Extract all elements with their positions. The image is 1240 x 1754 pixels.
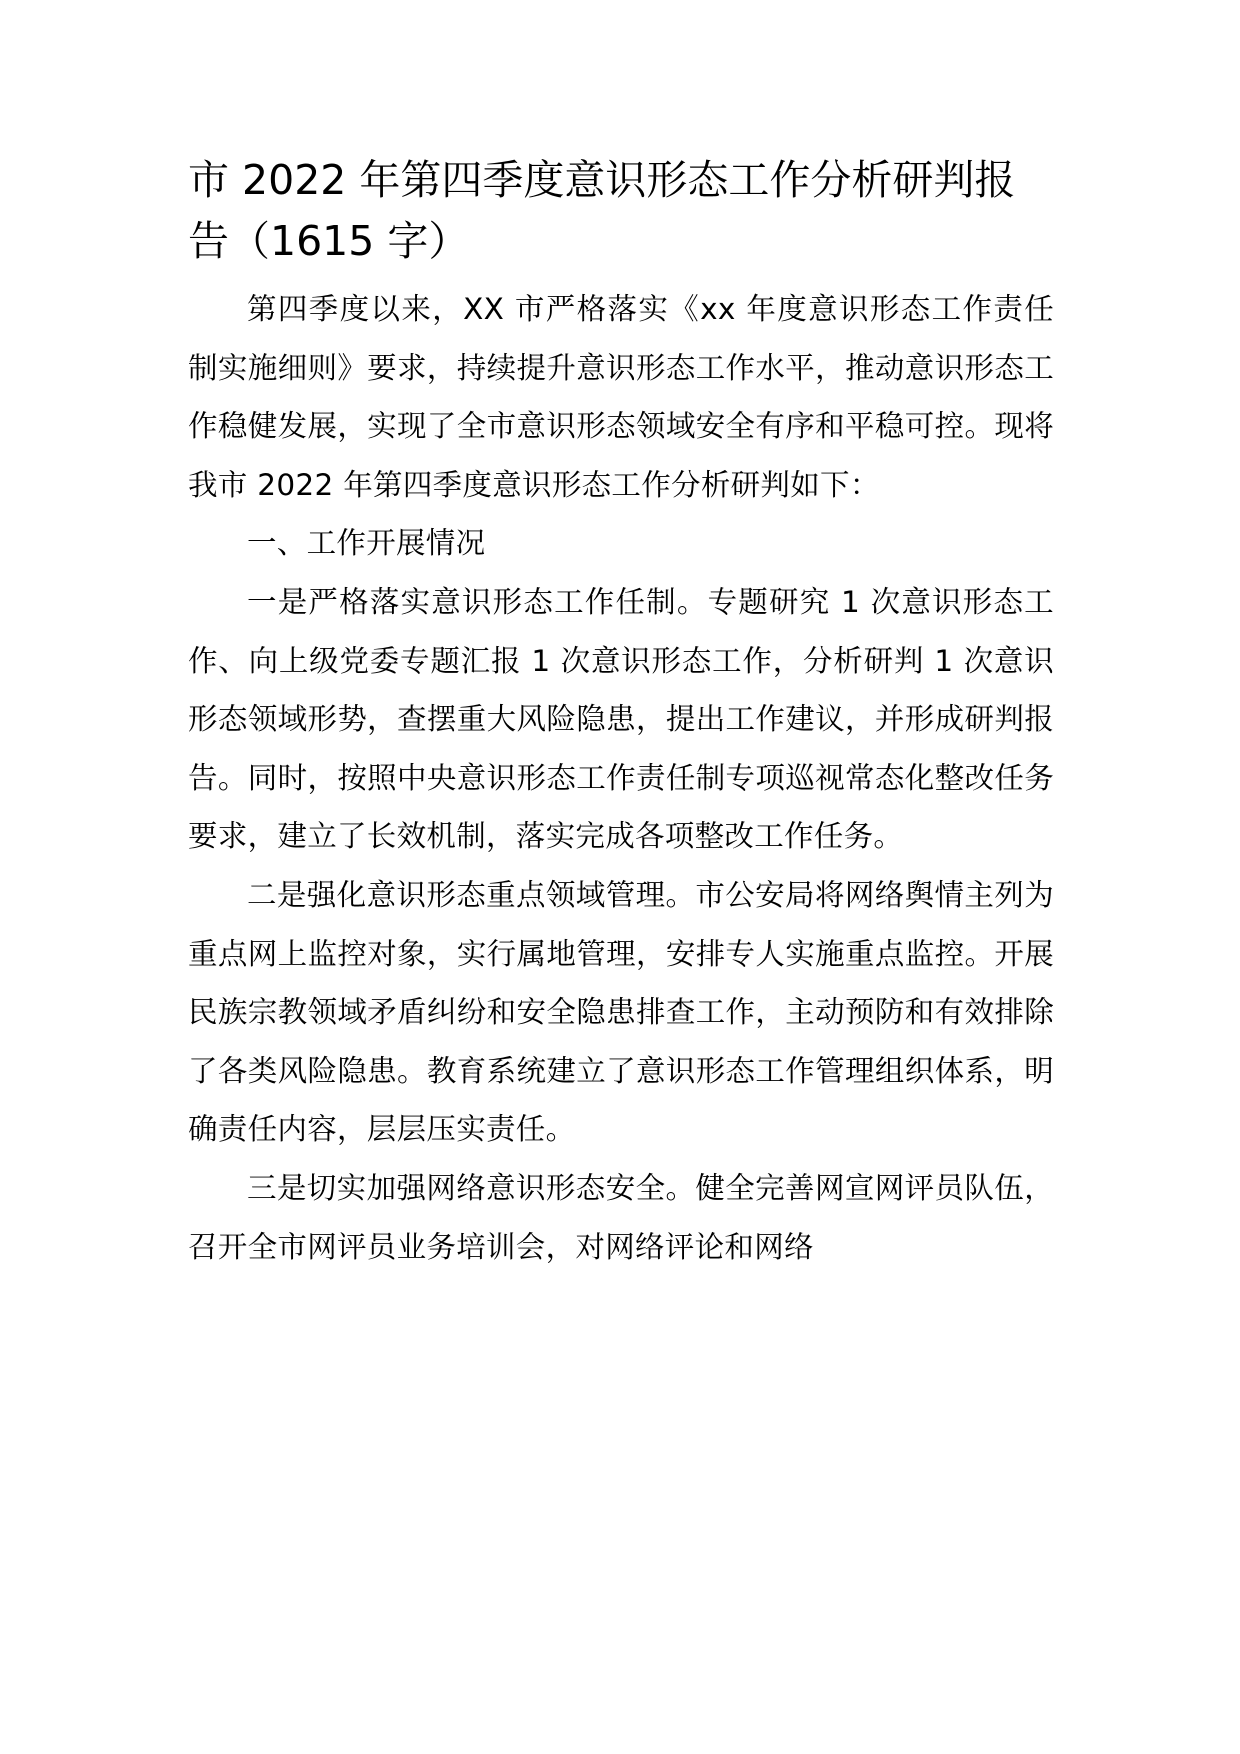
paragraph-ideology-responsibility: 一是严格落实意识形态工作任制。专题研究 1 次意识形态工作、向上级党委专题汇报 1 次意识形态工作，分析研判 1 次意识形态领域形势，查摆重大风险隐患，提出工作建议，并形成研判报告。同时，按照中央意识形态工作责任制专项巡视常态化整改任务要求，建立了长效机制，落实完成各项整改工作任务。 xyxy=(188,584,1054,854)
intro-paragraph: 第四季度以来，XX 市严格落实《xx 年度意识形态工作责任制实施细则》要求，持续提升意识形态工作水平，推动意识形态工作稳健发展，实现了全市意识形态领域安全有序和平稳可控。现将我市 2022 年第四季度意识形态工作分析研判如下： xyxy=(188,292,1054,502)
section-heading-work-progress: 一、工作开展情况 xyxy=(247,526,486,561)
paragraph-network-security: 三是切实加强网络意识形态安全。健全完善网宣网评员队伍，召开全市网评员业务培训会，对网络评论和网络 xyxy=(188,1170,1054,1264)
paragraph-key-area-management: 二是强化意识形态重点领域管理。市公安局将网络舆情主列为重点网上监控对象，实行属地管理，安排专人实施重点监控。开展民族宗教领域矛盾纠纷和安全隐患排查工作，主动预防和有效排除了各类风险隐患。教育系统建立了意识形态工作管理组织体系，明确责任内容，层层压实责任。 xyxy=(188,877,1054,1147)
document-body xyxy=(188,280,1054,1276)
document-title: 市 2022 年第四季度意识形态工作分析研判报告（1615 字） xyxy=(188,156,1016,265)
document-page xyxy=(188,150,1054,1276)
